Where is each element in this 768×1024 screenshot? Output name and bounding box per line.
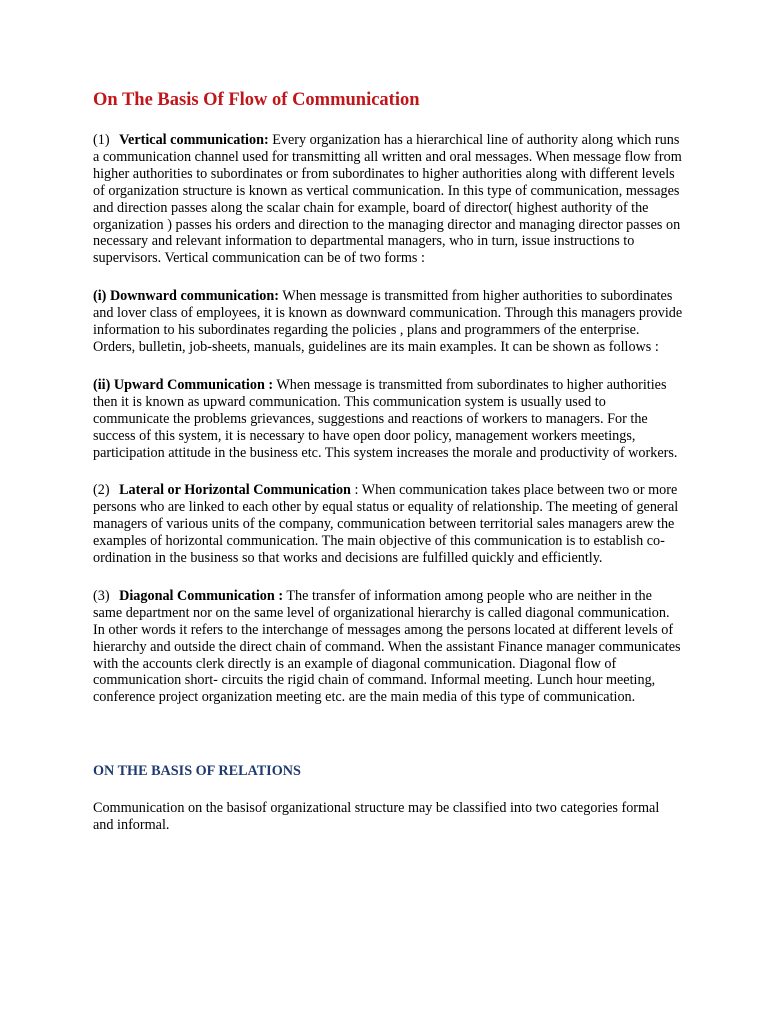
document-body <box>93 88 683 855</box>
page-title: On The Basis Of Flow of Communication <box>93 90 420 110</box>
term-lateral: Lateral or Horizontal Communication <box>119 482 351 499</box>
paragraph-closing: Communication on the basisof organizational structure may be classified into two categories formal and informal. <box>93 800 660 834</box>
spacer <box>93 727 683 763</box>
section-number: (1) <box>93 132 110 148</box>
term-upward: (ii) Upward Communication : <box>93 376 274 393</box>
text-upward: When message is transmitted from subordinates to higher authorities then it is known as upward communication. This communication system is usually used to communicate the problems grievances, suggestions and reactions of workers to managers. For the success of this system, it is necessary to have open door policy, management workers meetings, participation attitude in the business etc. This system increases the morale and productivity of workers. <box>93 376 678 461</box>
section-number: (2) <box>93 482 110 499</box>
paragraph-lateral <box>93 482 683 567</box>
term-downward: (i) Downward communication: <box>93 288 280 305</box>
text-lateral: : When communication takes place between two or more persons who are linked to each other by equal status or equality of relationship. The meeting of general managers of various units of the company, communication between territorial sales managers arew the examples of horizontal communication. The main objective of this communication is to establish co-ordination in the business so that works and decisions are fulfilled quickly and efficiently. <box>93 482 679 567</box>
term-diagonal: Diagonal Communication : <box>119 587 284 604</box>
section-number: (3) <box>93 587 110 604</box>
paragraph-upward <box>93 377 683 462</box>
text-diagonal: The transfer of information among people who are neither in the same department nor on the same level of organizational hierarchy is called diagonal communication. In other words it refers to the interchange of messages among the persons located at different levels of hierarchy and outside the direct chain of command. When the assistant Finance manager communicates with the accounts clerk directly is an example of diagonal communication. Diagonal flow of communication short- circuits the rigid chain of command. Informal meeting. Lunch hour meeting, conference project organization meeting etc. are the main media of this type of communication. <box>93 587 681 706</box>
paragraph-vertical <box>93 132 683 267</box>
paragraph-downward <box>93 288 683 356</box>
text-vertical: Every organization has a hierarchical line of authority along which runs a communication channel used for transmitting all written and oral messages. When message flow from higher authorities to subordinates or from subordinates to higher authorities along with different levels of organization structure is known as vertical communication. In this type of communication, messages and direction passes along the scalar chain for example, board of director( highest authority of the organization ) passes his orders and direction to the managing director and managing director passes on necessary and relevant information to departmental managers, who in turn, issue instructions to supervisors. Vertical communication can be of two forms : <box>93 132 682 267</box>
paragraph-diagonal <box>93 588 683 706</box>
term-vertical: Vertical communication: <box>119 132 269 148</box>
text-downward: When message is transmitted from higher authorities to subordinates and lover class of employees, it is known as downward communication. Through this managers provide information to his subordinates regarding the policies , plans and programmers of the enterprise. Orders, bulletin, job-sheets, manuals, guidelines are its main examples. It can be shown as follows : <box>93 288 683 355</box>
section-subheading: ON THE BASIS OF RELATIONS <box>93 763 301 780</box>
